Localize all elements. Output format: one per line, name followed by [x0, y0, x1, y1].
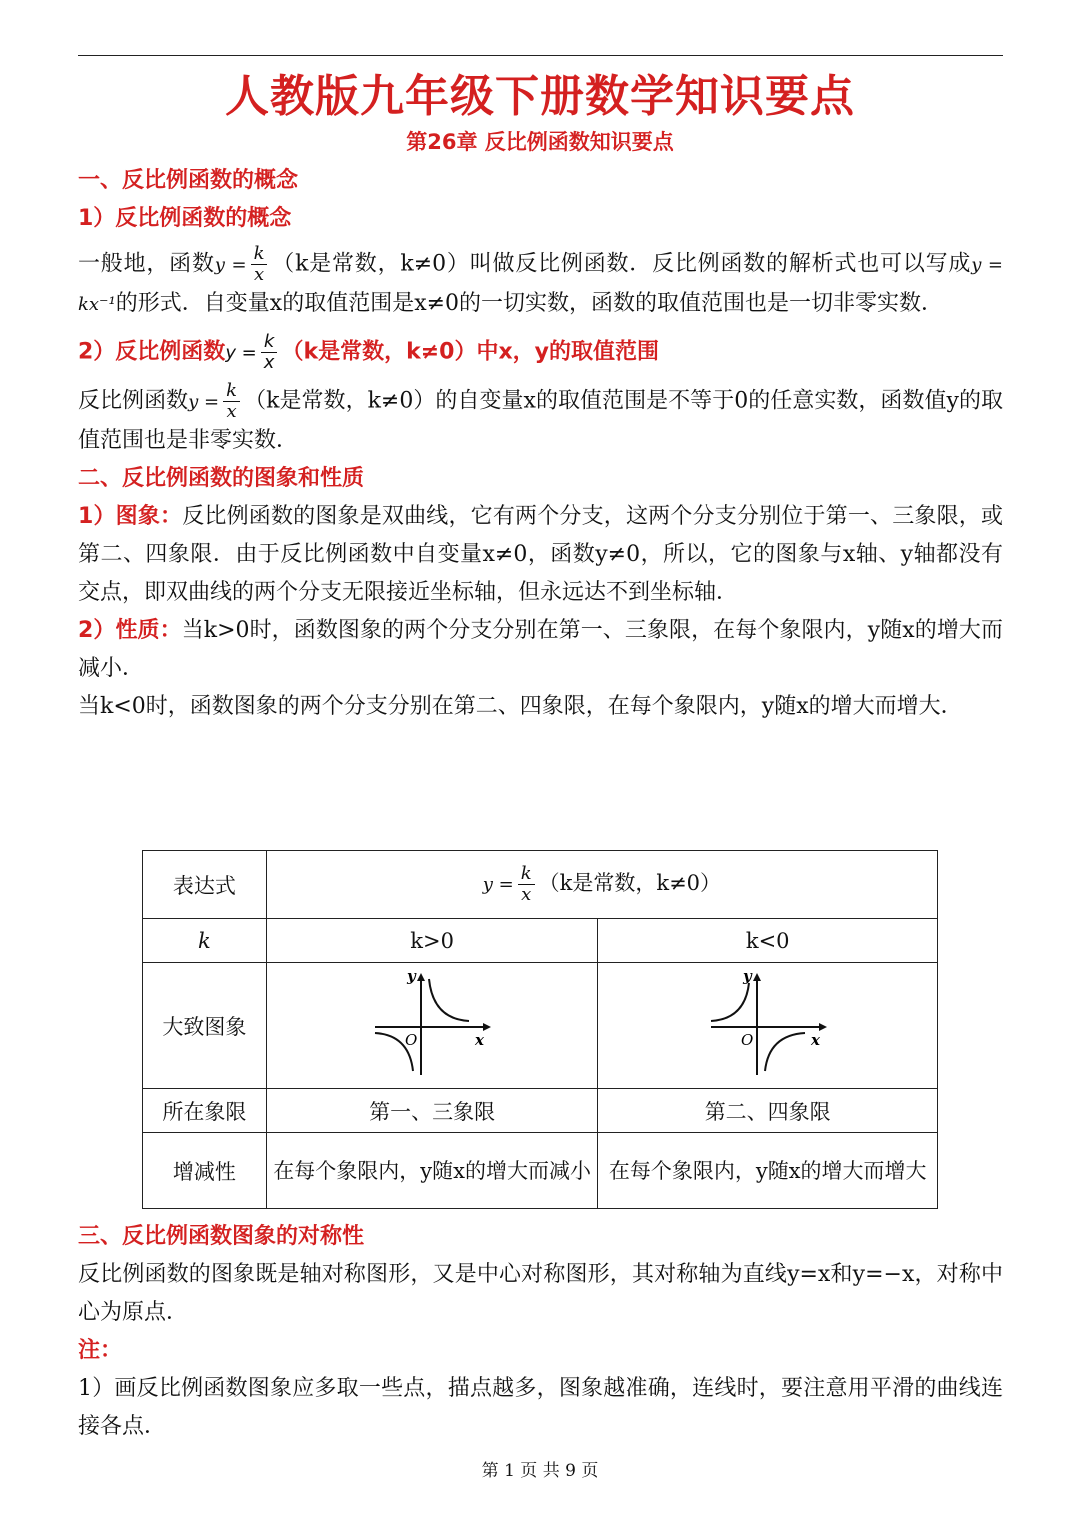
section3-content: [78, 1218, 1003, 1446]
row-label-monotonic: 增减性: [143, 1133, 267, 1209]
page-title: 人教版九年级下册数学知识要点: [225, 71, 855, 122]
p2-text-a: 反比例函数: [78, 388, 189, 414]
fraction-numerator: k: [261, 332, 278, 353]
top-rule: [78, 55, 1003, 56]
chapter-subtitle: 第26章 反比例函数知识要点: [406, 130, 674, 154]
image-label: 1）图象：: [78, 504, 183, 529]
sub2-text-b: （k是常数，k≠0）中x，y的取值范围: [281, 339, 659, 365]
section3-heading: 三、反比例函数图象的对称性: [78, 1224, 365, 1249]
section1-heading: 一、反比例函数的概念: [78, 168, 299, 193]
graph-positive-cell: [266, 963, 598, 1089]
fraction-k-over-x: [251, 244, 268, 285]
k-positive-cell: k>0: [266, 919, 598, 963]
table-row: [143, 1089, 938, 1133]
fraction-numerator: k: [251, 244, 268, 265]
row-label-k: k: [143, 919, 267, 963]
section2-property-paragraph2: 当k<0时，函数图象的两个分支分别在第二、四象限，在每个象限内，y随x的增大而增大．: [78, 694, 963, 719]
note-label: 注：: [78, 1338, 123, 1363]
row-label-quadrant: 所在象限: [143, 1089, 267, 1133]
p2-text-b: （k是常数，k≠0）的自变量x的取值范围是不等于0的任意实数，函数值y的取值范围也是非零实数．: [78, 388, 1003, 453]
x-axis-arrow: [483, 1023, 491, 1031]
origin-label: O: [740, 1031, 753, 1049]
formula-lhs: y =: [188, 391, 220, 413]
fraction-numerator: k: [223, 381, 240, 402]
y-axis-label: y: [742, 967, 752, 985]
image-text: 反比例函数的图象是双曲线，它有两个分支，这两个分支分别位于第一、三象限，或第二、四象限．由于反比例函数中自变量x≠0，函数y≠0，所以，它的图象与x轴、y轴都没有交点，即双曲线的两个分支无限接近坐标轴，但永远达不到坐标轴．: [78, 504, 1003, 605]
y-axis-arrow: [753, 973, 761, 981]
page-footer: 第 1 页 共 9 页: [481, 1461, 599, 1481]
k-negative-cell: k<0: [598, 919, 938, 963]
section1-sub2: [78, 332, 1003, 373]
section2-heading: 二、反比例函数的图象和性质: [78, 466, 365, 491]
section2-image-paragraph: [78, 498, 1003, 612]
origin-label: O: [405, 1031, 418, 1049]
p1-text-a: 一般地，函数: [78, 251, 215, 277]
fraction-numerator: k: [518, 864, 535, 885]
p1-text-c: 的形式．自变量x的取值范围是x≠0的一切实数，函数的取值范围也是一切非零实数．: [115, 291, 944, 316]
hyperbola-negative-graph: [703, 967, 833, 1079]
expression-suffix: （k是常数，k≠0）: [538, 871, 722, 895]
row-label-expression: 表达式: [143, 851, 267, 919]
hyperbola-branch-q2: [711, 983, 749, 1021]
formula-lhs: y =: [225, 342, 257, 364]
note-item-1: 1）画反比例函数图象应多取一些点，描点越多，图象越准确，连线时，要注意用平滑的曲线连接各点．: [78, 1376, 1003, 1439]
y-axis-arrow: [417, 973, 425, 981]
hyperbola-branch-q4: [765, 1033, 805, 1071]
table-row: [143, 1133, 938, 1209]
hyperbola-positive-graph: [367, 967, 497, 1079]
monotonic-negative-cell: 在每个象限内，y随x的增大而增大: [598, 1133, 938, 1209]
graph-negative-cell: [598, 963, 938, 1089]
section1-sub1: 1）反比例函数的概念: [78, 206, 292, 231]
y-axis-label: y: [407, 967, 416, 985]
quadrant-positive-cell: 第一、三象限: [266, 1089, 598, 1133]
fraction-denominator: x: [263, 352, 275, 373]
hyperbola-branch-q1: [429, 979, 469, 1021]
property-text: 当k>0时，函数图象的两个分支分别在第一、三象限，在每个象限内，y随x的增大而减小．: [78, 618, 1003, 681]
property-label: 2）性质：: [78, 618, 182, 643]
formula-kx-inverse: y = kx⁻¹: [78, 254, 1003, 315]
fraction-k-over-x: [223, 381, 240, 422]
expression-cell: [266, 851, 937, 919]
fraction-denominator: x: [226, 401, 237, 422]
formula-lhs: y =: [214, 254, 247, 276]
table-row: [143, 851, 938, 919]
fraction-denominator: x: [521, 884, 532, 905]
section1-paragraph2: [78, 381, 1003, 460]
sub2-text-a: 2）反比例函数: [78, 339, 226, 365]
formula-lhs: y =: [482, 874, 514, 895]
section2-property-paragraph: [78, 612, 1003, 688]
fraction-k-over-x: [518, 864, 535, 905]
x-axis-label: x: [810, 1031, 820, 1049]
monotonic-positive-cell: 在每个象限内，y随x的增大而减小: [266, 1133, 598, 1209]
properties-table: [142, 850, 938, 1209]
row-label-graph: 大致图象: [143, 963, 267, 1089]
section1-paragraph1: [78, 244, 1003, 324]
p1-text-b: （k是常数，k≠0）叫做反比例函数．反比例函数的解析式也可以写成: [271, 251, 972, 277]
quadrant-negative-cell: 第二、四象限: [598, 1089, 938, 1133]
table-row: [143, 963, 938, 1089]
table-row: [143, 919, 938, 963]
x-axis-arrow: [819, 1023, 827, 1031]
section3-paragraph: 反比例函数的图象既是轴对称图形，又是中心对称图形，其对称轴为直线y=x和y=−x，对称中心为原点．: [78, 1262, 1003, 1325]
fraction-denominator: x: [253, 264, 265, 285]
x-axis-label: x: [475, 1031, 485, 1049]
fraction-k-over-x: [261, 332, 278, 373]
main-content: [78, 162, 1003, 726]
